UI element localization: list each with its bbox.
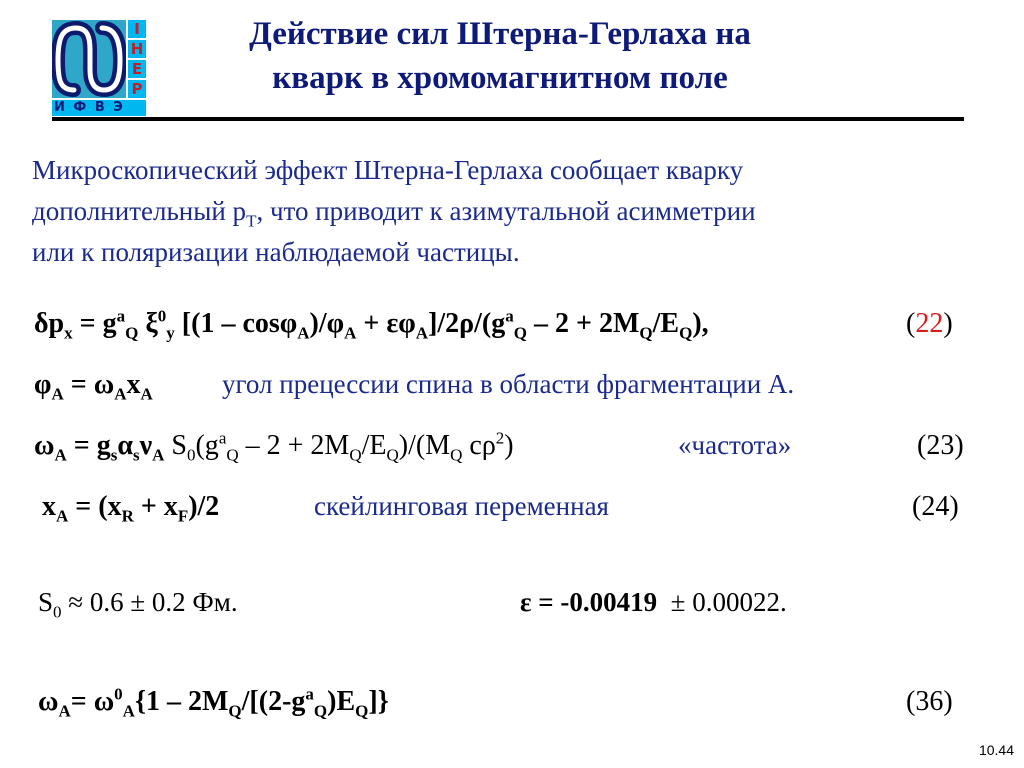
equation-number-22: (22) [906,308,953,339]
xA-description: скейлинговая переменная [314,491,609,521]
slide-title [150,12,850,100]
omegaA-description: «частота» [678,430,792,460]
intro-paragraph [32,150,982,273]
logo-letter: Р [128,80,146,98]
s0-value: $S_0 \approx 0.6 \pm 0.2$ Фм. [38,587,238,622]
logo-letter: Н [128,40,146,58]
title-divider [52,117,964,121]
epsilon-error: ± 0.00022. [670,587,787,617]
equation-number-24: (24) [912,491,959,522]
equation-number-value: 22 [915,308,944,339]
equation-number-23: (23) [917,430,964,461]
equation-36: $\omega_A= \omega^0_A\{1 - 2M_Q/[(2-g^a_Q)E_Q]\}$ [38,684,389,721]
intro-line: Микроскопический эффект Штерна-Герлаха сообщает кварку [32,155,744,185]
intro-line [32,191,982,232]
epsilon-value [520,587,787,618]
phiA-description: угол прецессии спина в области фрагментации A. [222,369,795,399]
epsilon-bold: ε = -0.00419 [520,587,658,617]
intro-subscript: T [246,211,257,231]
equation-23: $\omega_A = g_s\alpha_s\nu_A$ $S_0(g^a_Q - 2 + 2M_Q/E_Q)/(M_Q$ $c\rho^2$) [34,428,514,465]
equation-number-36: (36) [906,686,953,717]
equation-24: $x_A = (x_R + x_F)/2$ [42,491,220,526]
equation-phiA: $\varphi_A = \omega_Ax_A$ [34,369,153,404]
logo-letter: Е [128,60,146,78]
page-number: 10.44 [978,742,1014,758]
intro-text: дополнительный p [32,196,247,226]
logo-emblem [52,20,126,98]
title-line: кварк в хромомагнитном поле [272,60,728,96]
institute-logo [52,20,146,116]
logo-emblem-icon [52,20,126,98]
logo-letter: І [128,20,146,38]
equation-22: $\delta p_x = g^a_Q$ $\xi^0_y$ $[(1 - \cos\varphi_A)/\varphi_A + \varepsilon\varphi_A]/2\rho/(g^a_Q - 2 + 2M_Q/E_Q)$, [34,306,709,343]
intro-text: , что приводит к азимутальной асимметрии [256,196,756,226]
logo-bottom-text: И Ф В Э [52,100,146,116]
title-line: Действие сил Штерна-Герлаха на [249,16,751,52]
intro-line: или к поляризации наблюдаемой частицы. [32,237,520,267]
